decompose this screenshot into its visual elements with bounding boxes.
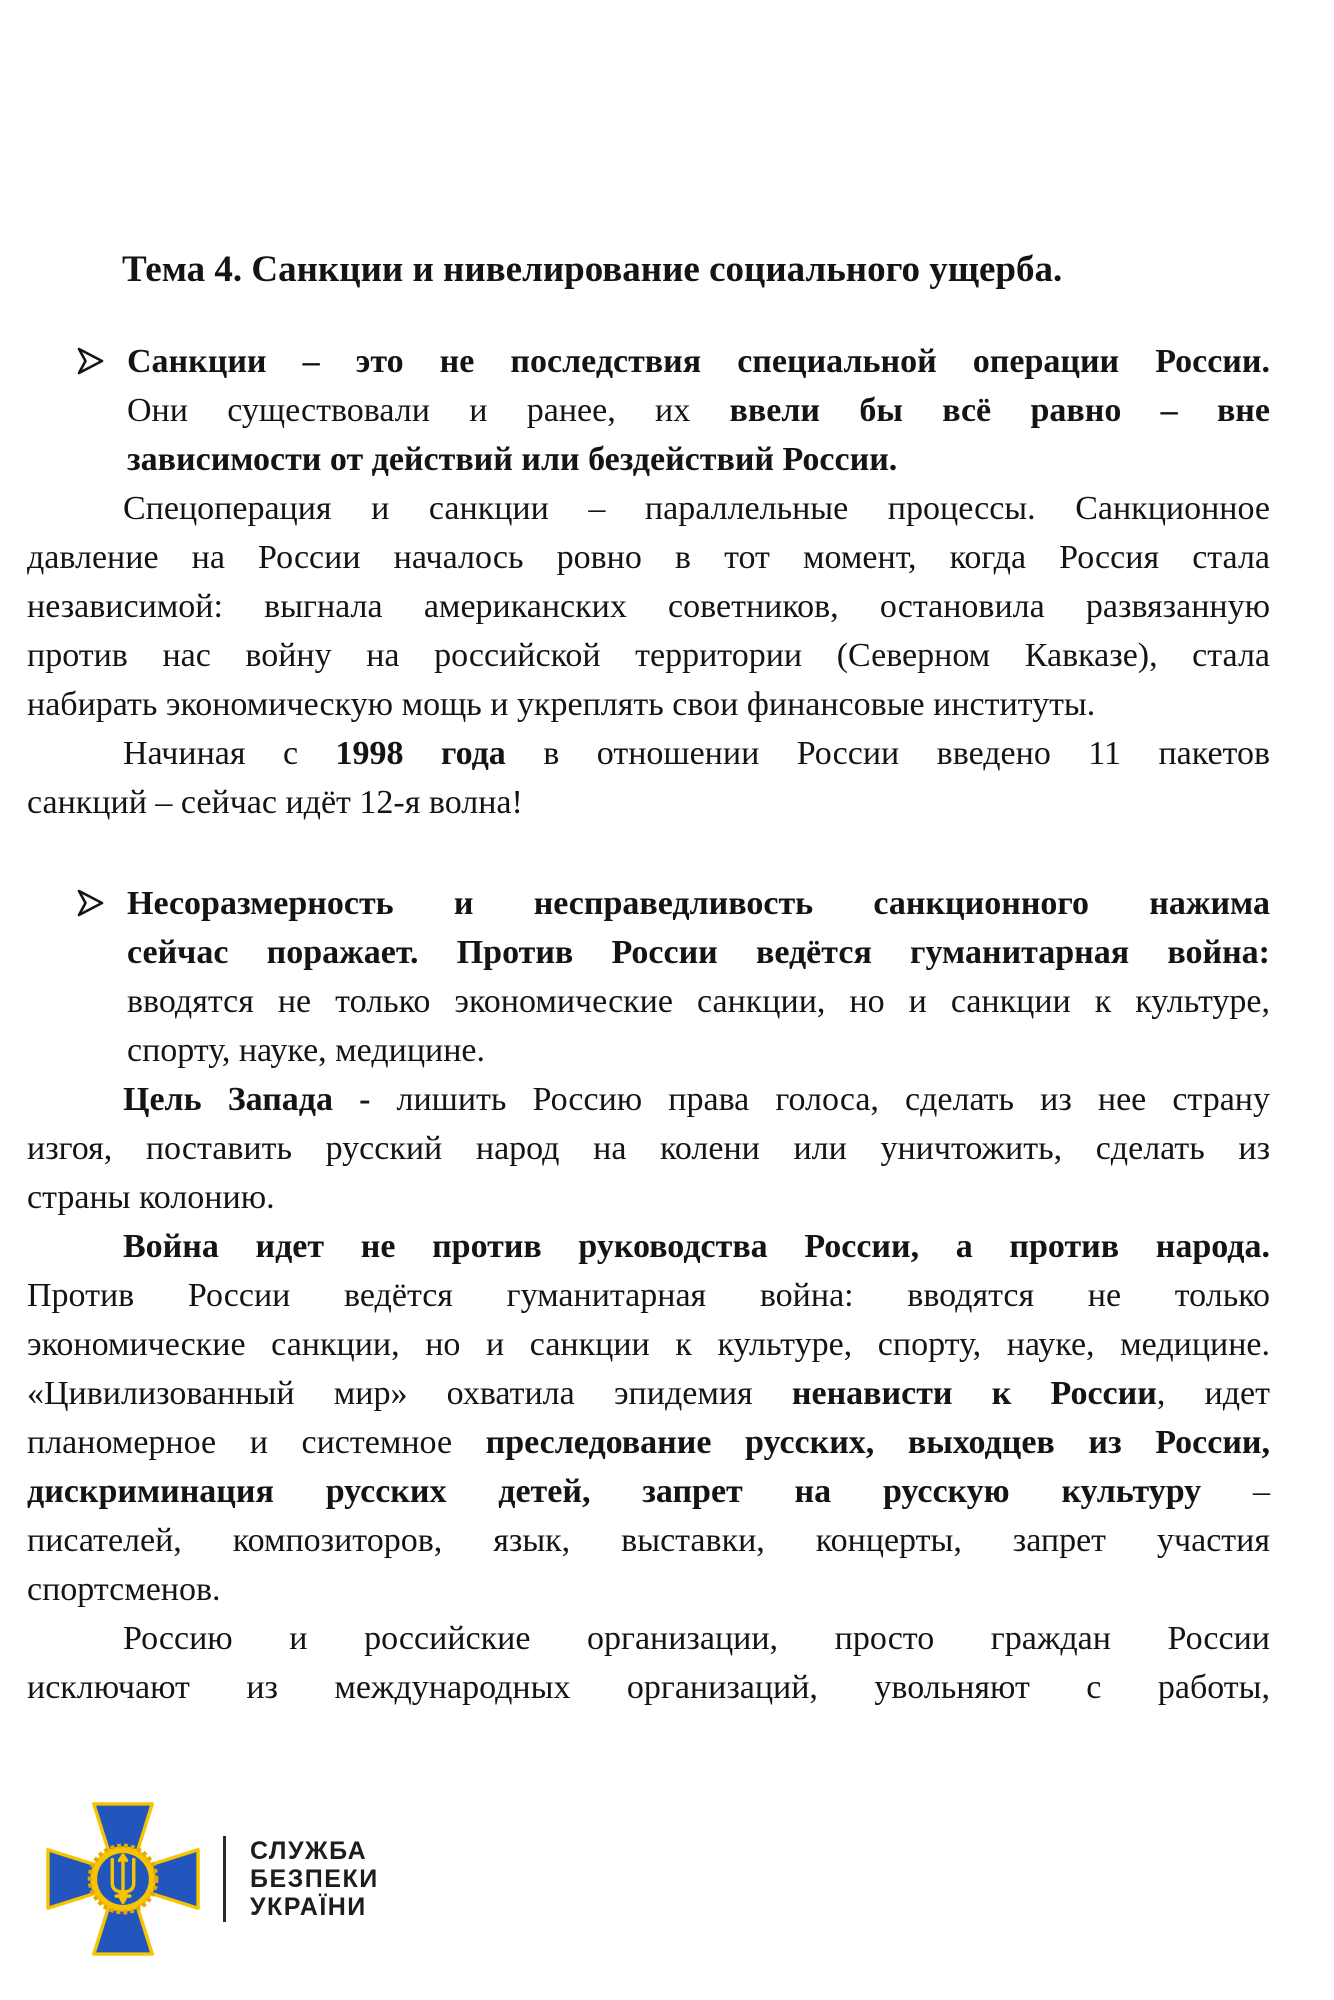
text-line	[27, 1222, 1270, 1271]
bold-text-run: дискриминация русских детей, запрет на русскую культуру	[27, 1473, 1202, 1510]
logo-divider	[223, 1836, 226, 1922]
bullet-arrowhead-icon	[77, 346, 107, 378]
paragraph	[27, 484, 1270, 729]
logo-word-line: БЕЗПЕКИ	[250, 1865, 379, 1893]
text-run: писателей, композиторов, язык, выставки, концерты, запрет участия	[27, 1522, 1270, 1559]
text-line	[27, 1418, 1270, 1467]
text-line	[127, 337, 1270, 386]
bold-text-run: 1998 года	[335, 735, 506, 772]
text-line	[27, 582, 1270, 631]
text-run: спорту, науке, медицине.	[127, 1032, 485, 1069]
text-run: Россию и российские организации, просто граждан России	[123, 1620, 1270, 1657]
text-run: –	[1201, 1473, 1270, 1510]
text-line	[127, 977, 1270, 1026]
sbu-logo	[45, 1800, 379, 1958]
text-line	[27, 484, 1270, 533]
text-line	[27, 1467, 1270, 1516]
bullet-arrowhead-icon	[77, 888, 107, 920]
text-run: в отношении России введено 11 пакетов	[505, 735, 1270, 772]
text-line	[27, 778, 1270, 827]
bold-text-run: Цель Запада -	[123, 1081, 397, 1118]
text-line	[127, 928, 1270, 977]
text-line	[127, 1026, 1270, 1075]
text-run: исключают из международных организаций, увольняют с работы,	[27, 1669, 1270, 1706]
bold-text-run: Несоразмерность и несправедливость санкционного нажима	[127, 885, 1270, 922]
text-line	[27, 680, 1270, 729]
text-line	[27, 1663, 1270, 1712]
paragraph	[27, 1222, 1270, 1614]
paragraph	[27, 1075, 1270, 1222]
text-run: Они существовали и ранее, их	[127, 392, 730, 429]
text-run: независимой: выгнала американских советников, остановила развязанную	[27, 588, 1270, 625]
text-line	[27, 1369, 1270, 1418]
bold-text-run: Война идет не против руководства России, а против народа.	[123, 1228, 1270, 1265]
logo-wordmark	[250, 1837, 379, 1921]
text-line	[127, 435, 1270, 484]
bold-text-run: зависимости от действий или бездействий России.	[127, 441, 898, 478]
text-line	[27, 1614, 1270, 1663]
bullet-item	[27, 337, 1270, 484]
paragraph	[27, 1614, 1270, 1712]
text-run: спортсменов.	[27, 1571, 221, 1608]
text-line	[27, 1173, 1270, 1222]
bullet-item	[27, 879, 1270, 1075]
logo-word-line: СЛУЖБА	[250, 1837, 368, 1865]
text-run: набирать экономическую мощь и укреплять свои финансовые институты.	[27, 686, 1096, 723]
text-line	[27, 729, 1270, 778]
bold-text-run: сейчас поражает. Против России ведётся гуманитарная война:	[127, 934, 1270, 971]
text-run: страны колонию.	[27, 1179, 275, 1216]
text-line	[27, 1516, 1270, 1565]
text-run: лишить Россию права голоса, сделать из нее страну	[396, 1081, 1270, 1118]
text-run: давление на России началось ровно в тот момент, когда Россия стала	[27, 539, 1270, 576]
text-line	[27, 1124, 1270, 1173]
text-line	[27, 1271, 1270, 1320]
sbu-emblem-icon	[45, 1801, 201, 1957]
bold-text-run: преследование русских, выходцев из России,	[485, 1424, 1270, 1461]
logo-word-line: УКРАЇНИ	[250, 1893, 367, 1921]
document-page	[27, 245, 1270, 1712]
text-line	[27, 631, 1270, 680]
text-run: , идет	[1156, 1375, 1270, 1412]
document-title: Тема 4. Санкции и нивелирование социального ущерба.	[122, 249, 1063, 290]
bold-text-run: Санкции – это не последствия специальной операции России.	[127, 343, 1270, 380]
text-line	[27, 533, 1270, 582]
document-body	[27, 337, 1270, 1712]
text-line	[27, 1320, 1270, 1369]
text-run: планомерное и системное	[27, 1424, 486, 1461]
text-line	[27, 1565, 1270, 1614]
text-run: экономические санкции, но и санкции к культуре, спорту, науке, медицине.	[27, 1326, 1270, 1363]
text-run: санкций – сейчас идёт 12-я волна!	[27, 784, 523, 821]
text-line	[27, 1075, 1270, 1124]
text-run: вводятся не только экономические санкции, но и санкции к культуре,	[127, 983, 1270, 1020]
text-run: изгоя, поставить русский народ на колени или уничтожить, сделать из	[27, 1130, 1270, 1167]
text-run: Против России ведётся гуманитарная война: вводятся не только	[27, 1277, 1270, 1314]
paragraph	[27, 729, 1270, 827]
bold-text-run: ввели бы всё равно – вне	[729, 392, 1270, 429]
text-run: против нас войну на российской территории (Северном Кавказе), стала	[27, 637, 1270, 674]
text-line	[127, 386, 1270, 435]
text-run: «Цивилизованный мир» охватила эпидемия	[27, 1375, 792, 1412]
bold-text-run: ненависти к России	[791, 1375, 1157, 1412]
text-run: Спецоперация и санкции – параллельные процессы. Санкционное	[123, 490, 1270, 527]
text-line	[127, 879, 1270, 928]
text-run: Начиная с	[123, 735, 336, 772]
